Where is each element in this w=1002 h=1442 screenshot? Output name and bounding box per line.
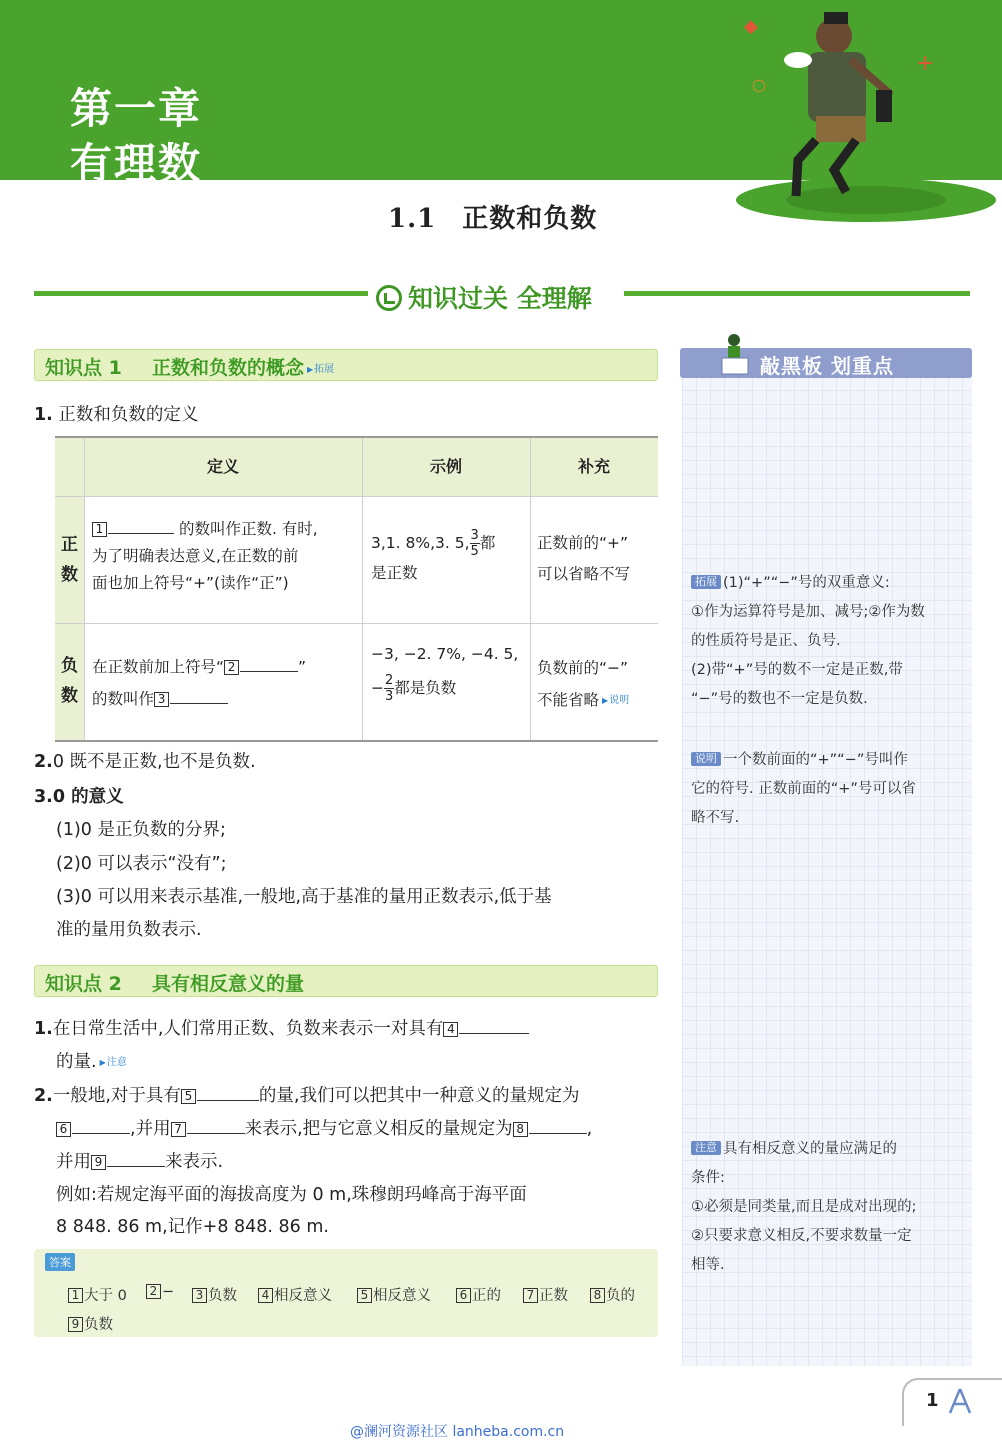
answer-item: 7 正数 <box>523 1284 568 1305</box>
section-title: 1.1 正数和负数 <box>388 204 598 234</box>
knowledge-point-1-header: 知识点 1 正数和负数的概念▶ 拓展 <box>34 349 658 381</box>
sidebar-title: 敲黑板 划重点 <box>760 354 894 378</box>
answer-tag: 答案 <box>45 1253 75 1271</box>
kp1-point-3: (3)0 可以用来表示基准,一般地,高于基准的量用正数表示,低于基 <box>56 887 552 907</box>
svg-text:◆: ◆ <box>744 16 758 37</box>
section-banner: 知识过关 全理解 <box>376 279 592 315</box>
negative-example: −3, −2. 7%, −4. 5, − $\frac{2}{3}$ 都是负数 <box>371 645 519 704</box>
sidebar-note-expand: 拓展 (1)“+”“−”号的双重意义: ①作为运算符号是加、减号;②作为数 的性质符号是正、负号. (2)带“+”号的数不一定是正数,带 “−”号的数也不一定是负数. <box>691 575 925 707</box>
answer-item: 6 正的 <box>456 1284 501 1305</box>
kp2-item-2-line2: 6 ,并用 7 来表示,把与它意义相反的量规定为 8 , <box>56 1118 660 1140</box>
answer-item: 4 相反意义 <box>258 1284 332 1305</box>
banner-line-right <box>624 291 970 296</box>
refresh-icon <box>376 285 402 311</box>
kp2-example-line1: 例如:若规定海平面的海拔高度为 0 m,珠穆朗玛峰高于海平面 <box>56 1185 527 1205</box>
kp1-item-2: 2.0 既不是正数,也不是负数. <box>34 752 256 772</box>
svg-text:+: + <box>916 51 935 76</box>
answer-item: 2 − <box>146 1284 174 1300</box>
answer-item: 5 相反意义 <box>357 1284 431 1305</box>
table-header-definition: 定义 <box>84 438 362 496</box>
banner-line-left <box>34 291 368 296</box>
kp1-point-1: (1)0 是正负数的分界; <box>56 820 226 840</box>
kp2-item-2-line3: 并用 9 来表示. <box>56 1152 224 1172</box>
negative-definition: 在正数前加上符号“ 2 ” 的数叫作 3 <box>92 658 307 708</box>
answer-item: 9 负数 <box>68 1313 113 1334</box>
table-header-note: 补充 <box>530 438 658 496</box>
kp2-item-2-line1: 2.一般地,对于具有 5 的量,我们可以把其中一种意义的量规定为 <box>34 1086 580 1106</box>
attention-tag[interactable]: ▶ 注意 <box>100 1052 127 1074</box>
chapter-title: 有理数 <box>70 139 203 188</box>
answer-item: 1 大于 0 <box>68 1284 127 1305</box>
sidebar-note-explain: 说明 一个数前面的“+”“−”号叫作 它的符号. 正数前面的“+”号可以省 略不写. <box>691 752 916 826</box>
watermark: @澜河资源社区 lanheba.com.cn <box>350 1424 565 1440</box>
row-head-negative: 负 数 <box>55 623 84 740</box>
negative-note: 负数前的“−” 不能省略▶ 说明 <box>537 652 657 717</box>
answer-item: 8 负的 <box>590 1284 635 1305</box>
kp1-item-1: 1. 正数和负数的定义 <box>34 405 199 425</box>
kp2-item-1-end: 的量.▶ 注意 <box>56 1051 127 1074</box>
sidebar-note-attention: 注意 具有相反意义的量应满足的 条件: ①必须是同类量,而且是成对出现的; ②只要求意义相反,不要求数量一定 相等. <box>691 1141 917 1273</box>
positive-example: 3,1. 8%,3. 5, $\frac{3}{5}$ 都 是正数 <box>371 528 496 582</box>
definition-table <box>55 436 658 742</box>
positive-definition: 1 的数叫作正数. 有时, 为了明确表达意义,在正数的前 面也加上符号“+”(读作“正”) <box>92 520 318 592</box>
row-head-positive: 正 数 <box>55 496 84 623</box>
table-header-example: 示例 <box>362 438 530 496</box>
answer-item: 3 负数 <box>192 1284 237 1305</box>
chapter-number: 第一章 <box>70 84 203 133</box>
compass-icon <box>944 1386 976 1416</box>
page-number: 1 <box>926 1390 939 1411</box>
teacher-icon <box>708 330 756 378</box>
student-illustration <box>716 0 1002 228</box>
kp1-point-2: (2)0 可以表示“没有”; <box>56 854 227 874</box>
knowledge-point-2-header: 知识点 2 具有相反意义的量 <box>34 965 658 997</box>
kp2-example-line2: 8 848. 86 m,记作+8 848. 86 m. <box>56 1217 329 1237</box>
kp1-point-3-cont: 准的量用负数表示. <box>56 920 202 940</box>
positive-note: 正数前的“+” 可以省略不写 <box>537 534 631 583</box>
svg-text:○: ○ <box>752 75 766 94</box>
explain-tag[interactable]: ▶ 说明 <box>602 685 629 717</box>
expand-tag[interactable]: ▶ 拓展 <box>307 360 334 375</box>
kp2-item-1: 1.在日常生活中,人们常用正数、负数来表示一对具有 4 <box>34 1018 658 1040</box>
kp1-item-3: 3.0 的意义 <box>34 787 124 807</box>
